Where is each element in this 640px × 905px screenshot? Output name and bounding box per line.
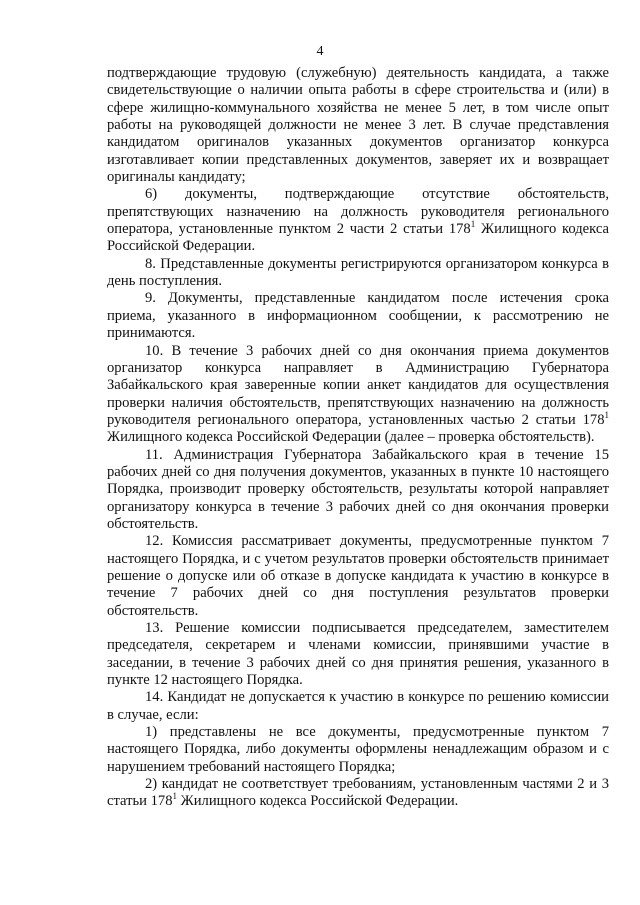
paragraph-10-text: 10. В течение 3 рабочих дней со дня окончания приема документов организатор конкурса направляет в Администрацию Губернатора Забайкальского края заверенные копии анкет кандидатов для осуществления проверки наличия обстоятельств, препятствующих назначению на должность руководителя регионального оператора, установленных частью 2 статьи 178: [107, 342, 609, 428]
paragraph-item-6-text: 6) документы, подтверждающие отсутствие обстоятельств, препятствующих назначению на должность руководителя регионального оператора, установленные пунктом 2 части 2 статьи 178: [107, 186, 609, 238]
paragraph-item-6-text-end: Жилищного кодекса Российской Федерации.: [107, 221, 609, 255]
paragraph-documents-confirming-experience: подтверждающие трудовую (служебную) деятельность кандидата, а также свидетельствующие о наличии опыта работы в сфере строительства и (или) в сфере жилищно-коммунального хозяйства не менее 5 лет, в том числе опыт работы на руководящей должности не менее 3 лет. В случае представления кандидатом оригиналов указанных документов организатор конкурса изготавливает копии представленных документов, заверяет их и возвращает оригиналы кандидату;: [107, 65, 609, 186]
article-superscript: 1: [470, 219, 476, 230]
article-superscript: 1: [172, 791, 178, 802]
paragraph-14-item-1: 1) представлены не все документы, предусмотренные пунктом 7 настоящего Порядка, либо документы оформлены ненадлежащим образом и с нарушением требований настоящего Порядка;: [107, 724, 609, 775]
paragraph-9: 9. Документы, представленные кандидатом после истечения срока приема, указанного в информационном сообщении, к рассмотрению не принимаются.: [107, 290, 609, 342]
paragraph-14-item-2-text-end: Жилищного кодекса Российской Федерации.: [177, 793, 459, 810]
paragraph-10-text-end: Жилищного кодекса Российской Федерации (далее – проверка обстоятельств).: [107, 429, 595, 446]
paragraph-14-item-2: [107, 776, 609, 811]
paragraph-item-6: [107, 186, 609, 255]
paragraph-10: [107, 343, 609, 447]
article-superscript: 1: [604, 409, 609, 420]
paragraph-13: 13. Решение комиссии подписывается председателем, заместителем председателя, секретарем и членами комиссии, принявшими участие в заседании, в течение 3 рабочих дней со дня принятия решения, указанного в пункте 12 настоящего Порядка.: [107, 620, 609, 689]
paragraph-11: 11. Администрация Губернатора Забайкальского края в течение 15 рабочих дней со дня получения документов, указанных в пункте 10 настоящего Порядка, производит проверку обстоятельств, результаты которой направляет организатору конкурса в течение 3 рабочих дней со дня окончания проверки обстоятельств.: [107, 446, 609, 532]
paragraph-8: 8. Представленные документы регистрируются организатором конкурса в день поступления.: [107, 255, 609, 290]
paragraph-12: 12. Комиссия рассматривает документы, предусмотренные пунктом 7 настоящего Порядка, и с учетом результатов проверки обстоятельств принимает решение о допуске или об отказе в допуске кандидата к участию в конкурсе в течение 7 рабочих дней со дня поступления результатов проверки обстоятельств.: [107, 533, 609, 619]
document-body: [107, 65, 609, 811]
paragraph-14: 14. Кандидат не допускается к участию в конкурсе по решению комиссии в случае, если:: [107, 689, 609, 723]
page-number: 4: [316, 44, 324, 59]
paragraph-14-item-2-text: 2) кандидат не соответствует требованиям, установленным частями 2 и 3 статьи 178: [107, 776, 609, 810]
